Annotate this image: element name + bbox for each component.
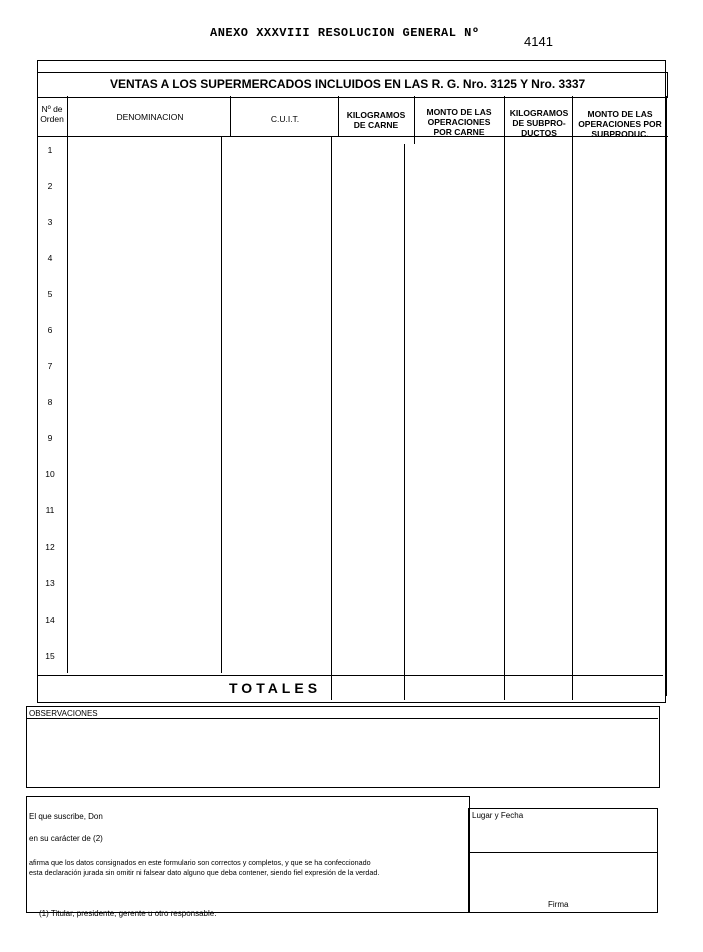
signer-name-label: El que suscribe, Don bbox=[29, 812, 103, 821]
header-divider bbox=[37, 136, 668, 137]
row-number-4: 4 bbox=[47, 253, 53, 263]
place-signature-box bbox=[468, 808, 658, 913]
col-line-4a bbox=[414, 96, 415, 144]
col-header-monto-carne: MONTO DE LAS OPERACIONES POR CARNE bbox=[426, 107, 492, 137]
row-number-5: 5 bbox=[47, 289, 53, 299]
col-line-5 bbox=[504, 96, 505, 700]
row-number-8: 8 bbox=[47, 397, 53, 407]
row-number-1: 1 bbox=[47, 145, 53, 155]
row-number-15: 15 bbox=[45, 651, 55, 661]
row-number-10: 10 bbox=[45, 469, 55, 479]
col-line-3a bbox=[338, 96, 339, 136]
resolution-number: 4141 bbox=[524, 34, 553, 49]
row-number-7: 7 bbox=[47, 361, 53, 371]
col-line-3b bbox=[331, 136, 332, 700]
col-line-4b bbox=[404, 144, 405, 700]
row-number-9: 9 bbox=[47, 433, 53, 443]
col-header-kg-subproductos: KILOGRAMOS DE SUBPRO- DUCTOS bbox=[509, 108, 569, 138]
col-header-kg-carne: KILOGRAMOS DE CARNE bbox=[346, 110, 406, 130]
col-line-1 bbox=[67, 96, 68, 673]
declaration-text-1: afirma que los datos consignados en este formulario son correctos y completos, y que se ha confeccionado bbox=[29, 858, 371, 867]
col-line-6 bbox=[572, 96, 573, 700]
place-date-label: Lugar y Fecha bbox=[472, 811, 524, 820]
col-header-denominacion: DENOMINACION bbox=[116, 112, 184, 122]
footnote: (1) Titular, presidente, gerente u otro responsable. bbox=[39, 909, 217, 918]
observations-divider bbox=[26, 718, 658, 719]
row-number-14: 14 bbox=[45, 615, 55, 625]
col-header-monto-subproductos: MONTO DE LAS OPERACIONES POR SUBPRODUC. bbox=[578, 109, 662, 139]
row-number-3: 3 bbox=[47, 217, 53, 227]
observations-label: OBSERVACIONES bbox=[29, 709, 98, 718]
col-line-2b bbox=[221, 136, 222, 673]
signer-role-label: en su carácter de (2) bbox=[29, 834, 103, 843]
row-number-2: 2 bbox=[47, 181, 53, 191]
signature-label: Firma bbox=[548, 900, 569, 909]
declaration-text-2: esta declaración jurada sin omitir ni falsear dato alguno que deba contener, siendo fiel expresión de la verdad. bbox=[29, 868, 380, 877]
totals-label: TOTALES bbox=[229, 680, 322, 696]
annex-header: ANEXO XXXVIII RESOLUCION GENERAL Nº bbox=[210, 26, 480, 40]
row-number-11: 11 bbox=[45, 505, 55, 515]
totals-top-line bbox=[37, 675, 663, 676]
place-signature-divider bbox=[468, 852, 657, 853]
table-title: VENTAS A LOS SUPERMERCADOS INCLUIDOS EN LAS R. G. Nro. 3125 Y Nro. 3337 bbox=[110, 77, 586, 91]
col-header-order: Nº de Orden bbox=[40, 104, 64, 124]
row-number-6: 6 bbox=[47, 325, 53, 335]
row-number-13: 13 bbox=[45, 578, 55, 588]
row-number-12: 12 bbox=[45, 542, 55, 552]
col-header-cuit: C.U.I.T. bbox=[270, 114, 300, 124]
col-line-7 bbox=[666, 96, 667, 696]
col-line-2a bbox=[230, 96, 231, 136]
